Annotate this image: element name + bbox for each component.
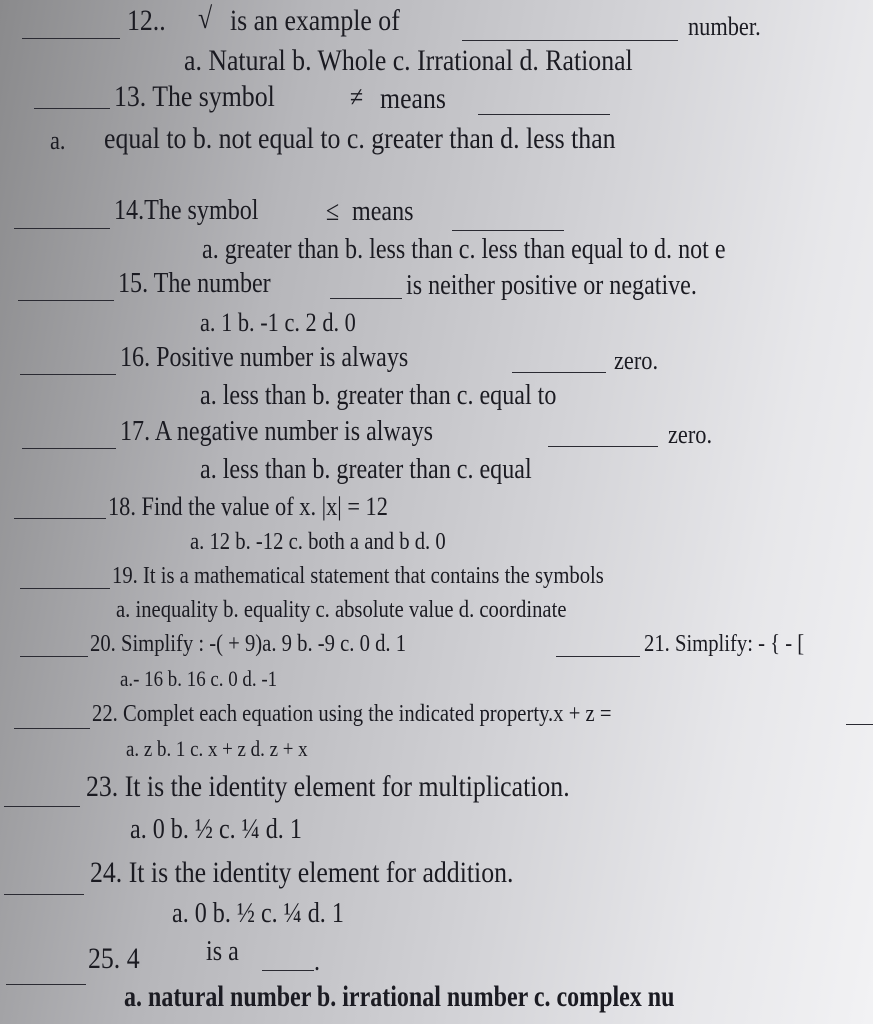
question-25-tail: .: [314, 946, 321, 977]
question-16-text: 16. Positive number is always: [120, 342, 409, 373]
question-12-number: 12..: [127, 4, 166, 37]
question-16-choices: a. less than b. greater than c. equal to: [200, 380, 557, 411]
answer-blank-14[interactable]: [14, 228, 110, 229]
answer-blank-23[interactable]: [4, 806, 80, 807]
answer-blank-13[interactable]: [34, 108, 110, 109]
question-14-choices: a. greater than b. less than c. less than equal to d. not e: [202, 234, 726, 265]
question-17-tail: zero.: [668, 420, 713, 449]
fill-blank-14[interactable]: [452, 230, 564, 231]
fill-blank-16[interactable]: [512, 372, 606, 373]
question-15-text: 15. The number: [118, 268, 271, 299]
fill-blank-17[interactable]: [548, 446, 658, 447]
answer-blank-15[interactable]: [18, 300, 114, 301]
question-14-lead: 14.The symbol: [114, 195, 259, 226]
answer-blank-16[interactable]: [20, 374, 116, 375]
question-12-symbol: √: [198, 2, 213, 35]
question-13-text: means: [380, 82, 446, 115]
question-20-choices: a.- 16 b. 16 c. 0 d. -1: [120, 666, 278, 691]
question-25-text: is a: [206, 936, 239, 967]
fill-blank-22[interactable]: [846, 724, 873, 725]
answer-blank-25[interactable]: [6, 984, 86, 985]
question-19-choices: a. inequality b. equality c. absolute value d. coordinate: [116, 597, 567, 623]
fill-blank-13[interactable]: [478, 114, 610, 115]
fill-blank-15[interactable]: [330, 298, 402, 299]
question-17-text: 17. A negative number is always: [120, 416, 433, 447]
question-19-text: 19. It is a mathematical statement that contains the symbols: [112, 563, 604, 589]
question-25-choices: a. natural number b. irrational number c. complex nu: [124, 980, 675, 1013]
question-25-lead: 25. 4: [88, 942, 140, 975]
question-15-tail: is neither positive or negative.: [406, 270, 697, 301]
question-12-tail: number.: [688, 12, 761, 41]
question-23-text: 23. It is the identity element for multiplication.: [86, 770, 570, 803]
question-13-choice-a: a.: [50, 126, 66, 155]
answer-blank-22[interactable]: [14, 728, 90, 729]
question-23-choices: a. 0 b. ½ c. ¼ d. 1: [130, 814, 302, 845]
question-22-choices: a. z b. 1 c. x + z d. z + x: [126, 736, 308, 761]
question-18-choices: a. 12 b. -12 c. both a and b d. 0: [190, 529, 446, 555]
answer-blank-19[interactable]: [20, 588, 110, 589]
question-14-text: means: [352, 196, 414, 227]
question-16-tail: zero.: [614, 346, 659, 375]
question-18-text: 18. Find the value of x. |x| = 12: [108, 492, 388, 521]
answer-blank-24[interactable]: [4, 894, 84, 895]
question-13-lead: 13. The symbol: [114, 80, 275, 113]
fill-blank-12[interactable]: [462, 40, 678, 41]
question-13-choices: equal to b. not equal to c. greater than d. less than: [104, 122, 616, 155]
question-13-symbol: ≠: [350, 82, 364, 113]
question-14-symbol: ≤: [326, 196, 340, 227]
question-21-text: 21. Simplify: - { - [: [644, 631, 805, 657]
question-24-text: 24. It is the identity element for addition.: [90, 856, 514, 889]
answer-blank-20[interactable]: [20, 656, 88, 657]
answer-blank-21[interactable]: [556, 656, 640, 657]
question-24-choices: a. 0 b. ½ c. ¼ d. 1: [172, 898, 344, 929]
question-12-text: is an example of: [230, 4, 400, 37]
question-20-text: 20. Simplify : -( + 9)a. 9 b. -9 c. 0 d. 1: [90, 631, 407, 657]
answer-blank-12[interactable]: [22, 38, 120, 39]
question-12-choices: a. Natural b. Whole c. Irrational d. Rational: [184, 44, 633, 77]
question-22-text: 22. Complet each equation using the indicated property.x + z =: [92, 701, 612, 727]
answer-blank-18[interactable]: [14, 518, 106, 519]
answer-blank-17[interactable]: [22, 448, 116, 449]
fill-blank-25[interactable]: [262, 970, 314, 971]
question-17-choices: a. less than b. greater than c. equal: [200, 454, 532, 485]
question-15-choices: a. 1 b. -1 c. 2 d. 0: [200, 308, 356, 337]
